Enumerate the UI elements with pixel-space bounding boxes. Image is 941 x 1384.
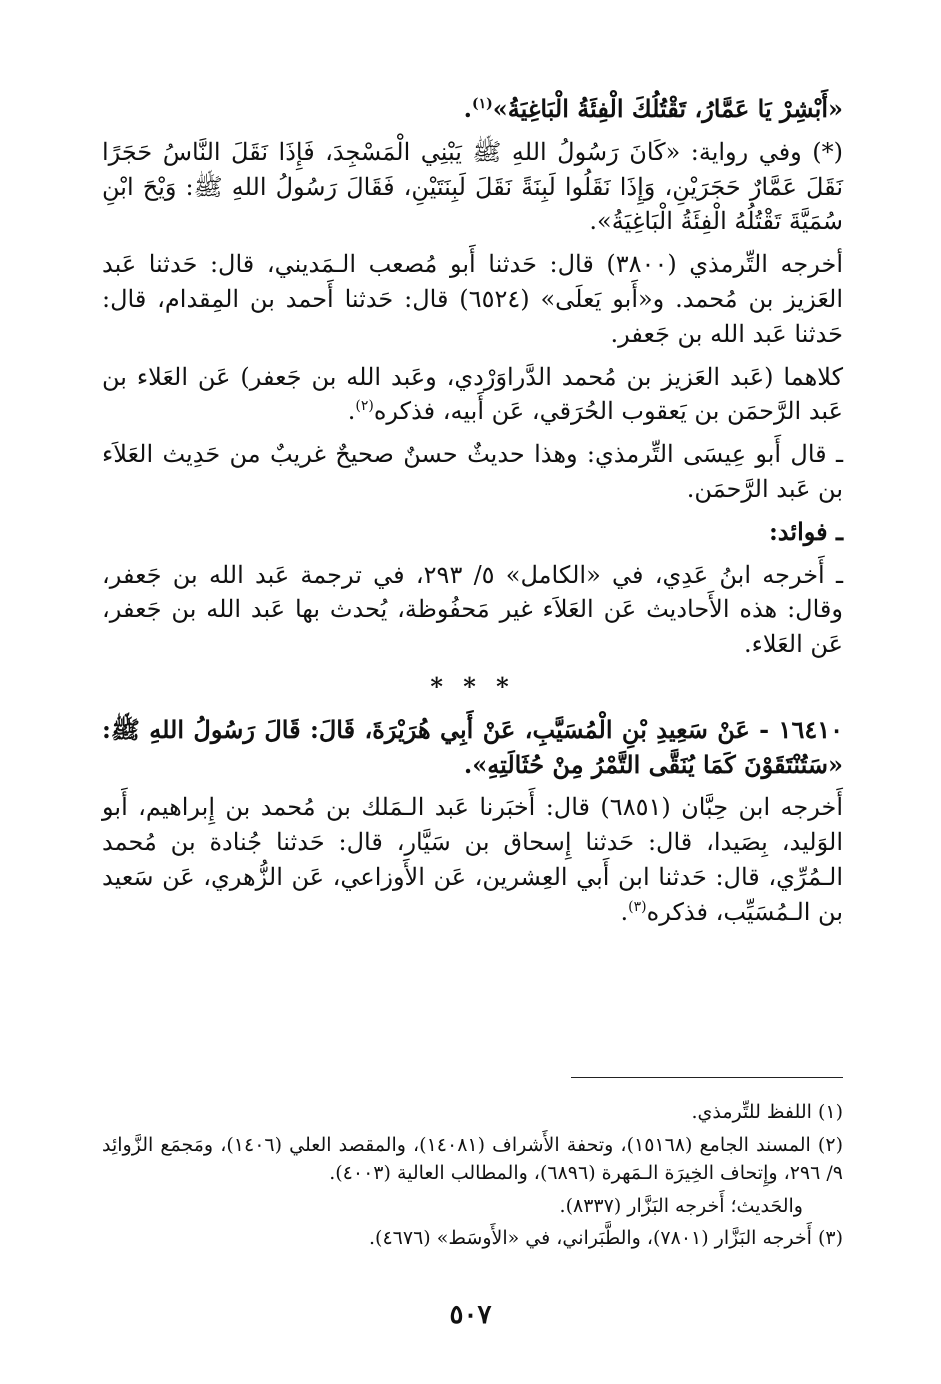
footnote-ref-2[interactable]: (٢): [355, 398, 374, 415]
isnad-text: كلاهما (عَبد العَزيز بن مُحمد الدَّراوَرْدي، وعَبد الله بن جَعفر) عَن العَلاء بن عَبد الرَّحمَن بن يَعقوب الحُرَقي، عَن أَبيه، فذكره: [102, 362, 843, 426]
main-text: [102, 92, 843, 938]
footnote-3: (٣) أَخرجه البَزَّار (٧٨٠١)، والطَّبَراني، في «الأَوسَط» (٤٦٧٦).: [369, 1227, 843, 1249]
tirmidhi-ruling-paragraph: ـ قال أَبو عِيسَى التِّرمذي: وهذا حديثٌ حسنٌ صحيحٌ غريبٌ من حَدِيث العَلاَء بن عَبد الرَّحمَن.: [102, 440, 843, 503]
takhrij-tirmidhi-paragraph: أخرجه التِّرمذي (٣٨٠٠) قال: حَدثنا أَبو مُصعب الـمَديني، قال: حَدثنا عَبد العَزيز بن مُحمد. و«أَبو يَعلَى» (٦٥٢٤) قال: حَدثنا أَحمد بن المِقدام، قال: حَدثنا عَبد الله بن جَعفر.: [102, 250, 844, 348]
punctuation: .: [463, 94, 472, 123]
footnote-ref-3[interactable]: (٣): [628, 898, 647, 915]
hadith-quote: [102, 92, 843, 127]
hadith-16410: ١٦٤١٠ - عَنْ سَعِيدِ بْنِ الْمُسَيَّبِ، عَنْ أَبِي هُرَيْرَةَ، قَالَ: قَالَ رَسُولُ اللهِ ﷺ: «سَتُنْتَقَوْنَ كَمَا يُنَقَّى التَّمْرُ مِنْ حُثَالَتِهِ».: [102, 714, 843, 779]
section-separator: * * *: [430, 671, 515, 701]
footnote-divider: [571, 1077, 843, 1078]
punctuation: .: [347, 397, 356, 426]
riwaya-paragraph: (*) وفي رواية: «كَانَ رَسُولُ اللهِ ﷺ يَبْنِي الْمَسْجِدَ، فَإِذَا نَقَلَ النَّاسُ حَجَرًا نَقَلَ عَمَّارٌ حَجَرَيْنِ، وَإِذَا نَقَلُوا لَبِنَةً نَقَلَ لَبِنَتَيْنِ، فَقَالَ رَسُولُ اللهِ ﷺ: وَيْحَ ابْنِ سُمَيَّةَ تَقْتُلُهُ الْفِئَةُ الْبَاغِيَةُ».: [102, 137, 843, 236]
footnote-2: (٢) المسند الجامع (١٥١٦٨)، وتحفة الأَشراف (١٤٠٨١)، والمقصد العلي (١٤٠٦)، ومَجمَع الزَّوائِد ٩/ ٢٩٦، وإِتحاف الخِيرَة الـمَهرة (٦٨٩٦)، والمطالب العالية (٤٠٠٣).: [102, 1133, 843, 1184]
ibn-hibban-text: أَخرجه ابن حِبَّان (٦٨٥١) قال: أَخبَرنا عَبد الـمَلك بن مُحمد بن إِبراهيم، أَبو الوَليد، بِصَيدا، قال: حَدثنا إِسحاق بن سَيَّار، قال: حَدثنا جُنادة بن مُحمد الـمُرِّي، قال: حَدثنا ابن أَبي العِشرين، عَن الأَوزاعي، عَن الزُّهري، عَن سَعيد بن الـمُسَيِّب، فذكره: [102, 793, 843, 926]
punctuation: .: [620, 897, 629, 926]
page-number: ٥٠٧: [449, 1300, 492, 1330]
hadith-quote-text: «أَبْشِرْ يَا عَمَّارُ، تَقْتُلُكَ الْفِئَةُ الْبَاغِيَةُ»: [492, 94, 843, 123]
footnotes: [102, 1098, 843, 1257]
footnote-ref-1[interactable]: (١): [471, 96, 493, 112]
ibn-adi-paragraph: ـ أَخرجه ابنُ عَدِي، في «الكامل» ٥/ ٢٩٣، في ترجمة عَبد الله بن جَعفر، وقال: هذه الأَحاديث عَن العَلاَء غير مَحفُوظة، يُحدث بها عَبد الله بن جَعفر، عَن العَلاء.: [102, 560, 844, 659]
ibn-hibban-paragraph: [102, 790, 843, 929]
footnote-2-continuation: والحَديث؛ أَخرجه البَزَّار (٨٣٣٧).: [559, 1194, 803, 1217]
fawaid-heading: ـ فوائد:: [768, 516, 843, 546]
footnote-1: (١) اللفظ للتِّرمذي.: [691, 1101, 843, 1123]
isnad-paragraph: [102, 360, 843, 430]
